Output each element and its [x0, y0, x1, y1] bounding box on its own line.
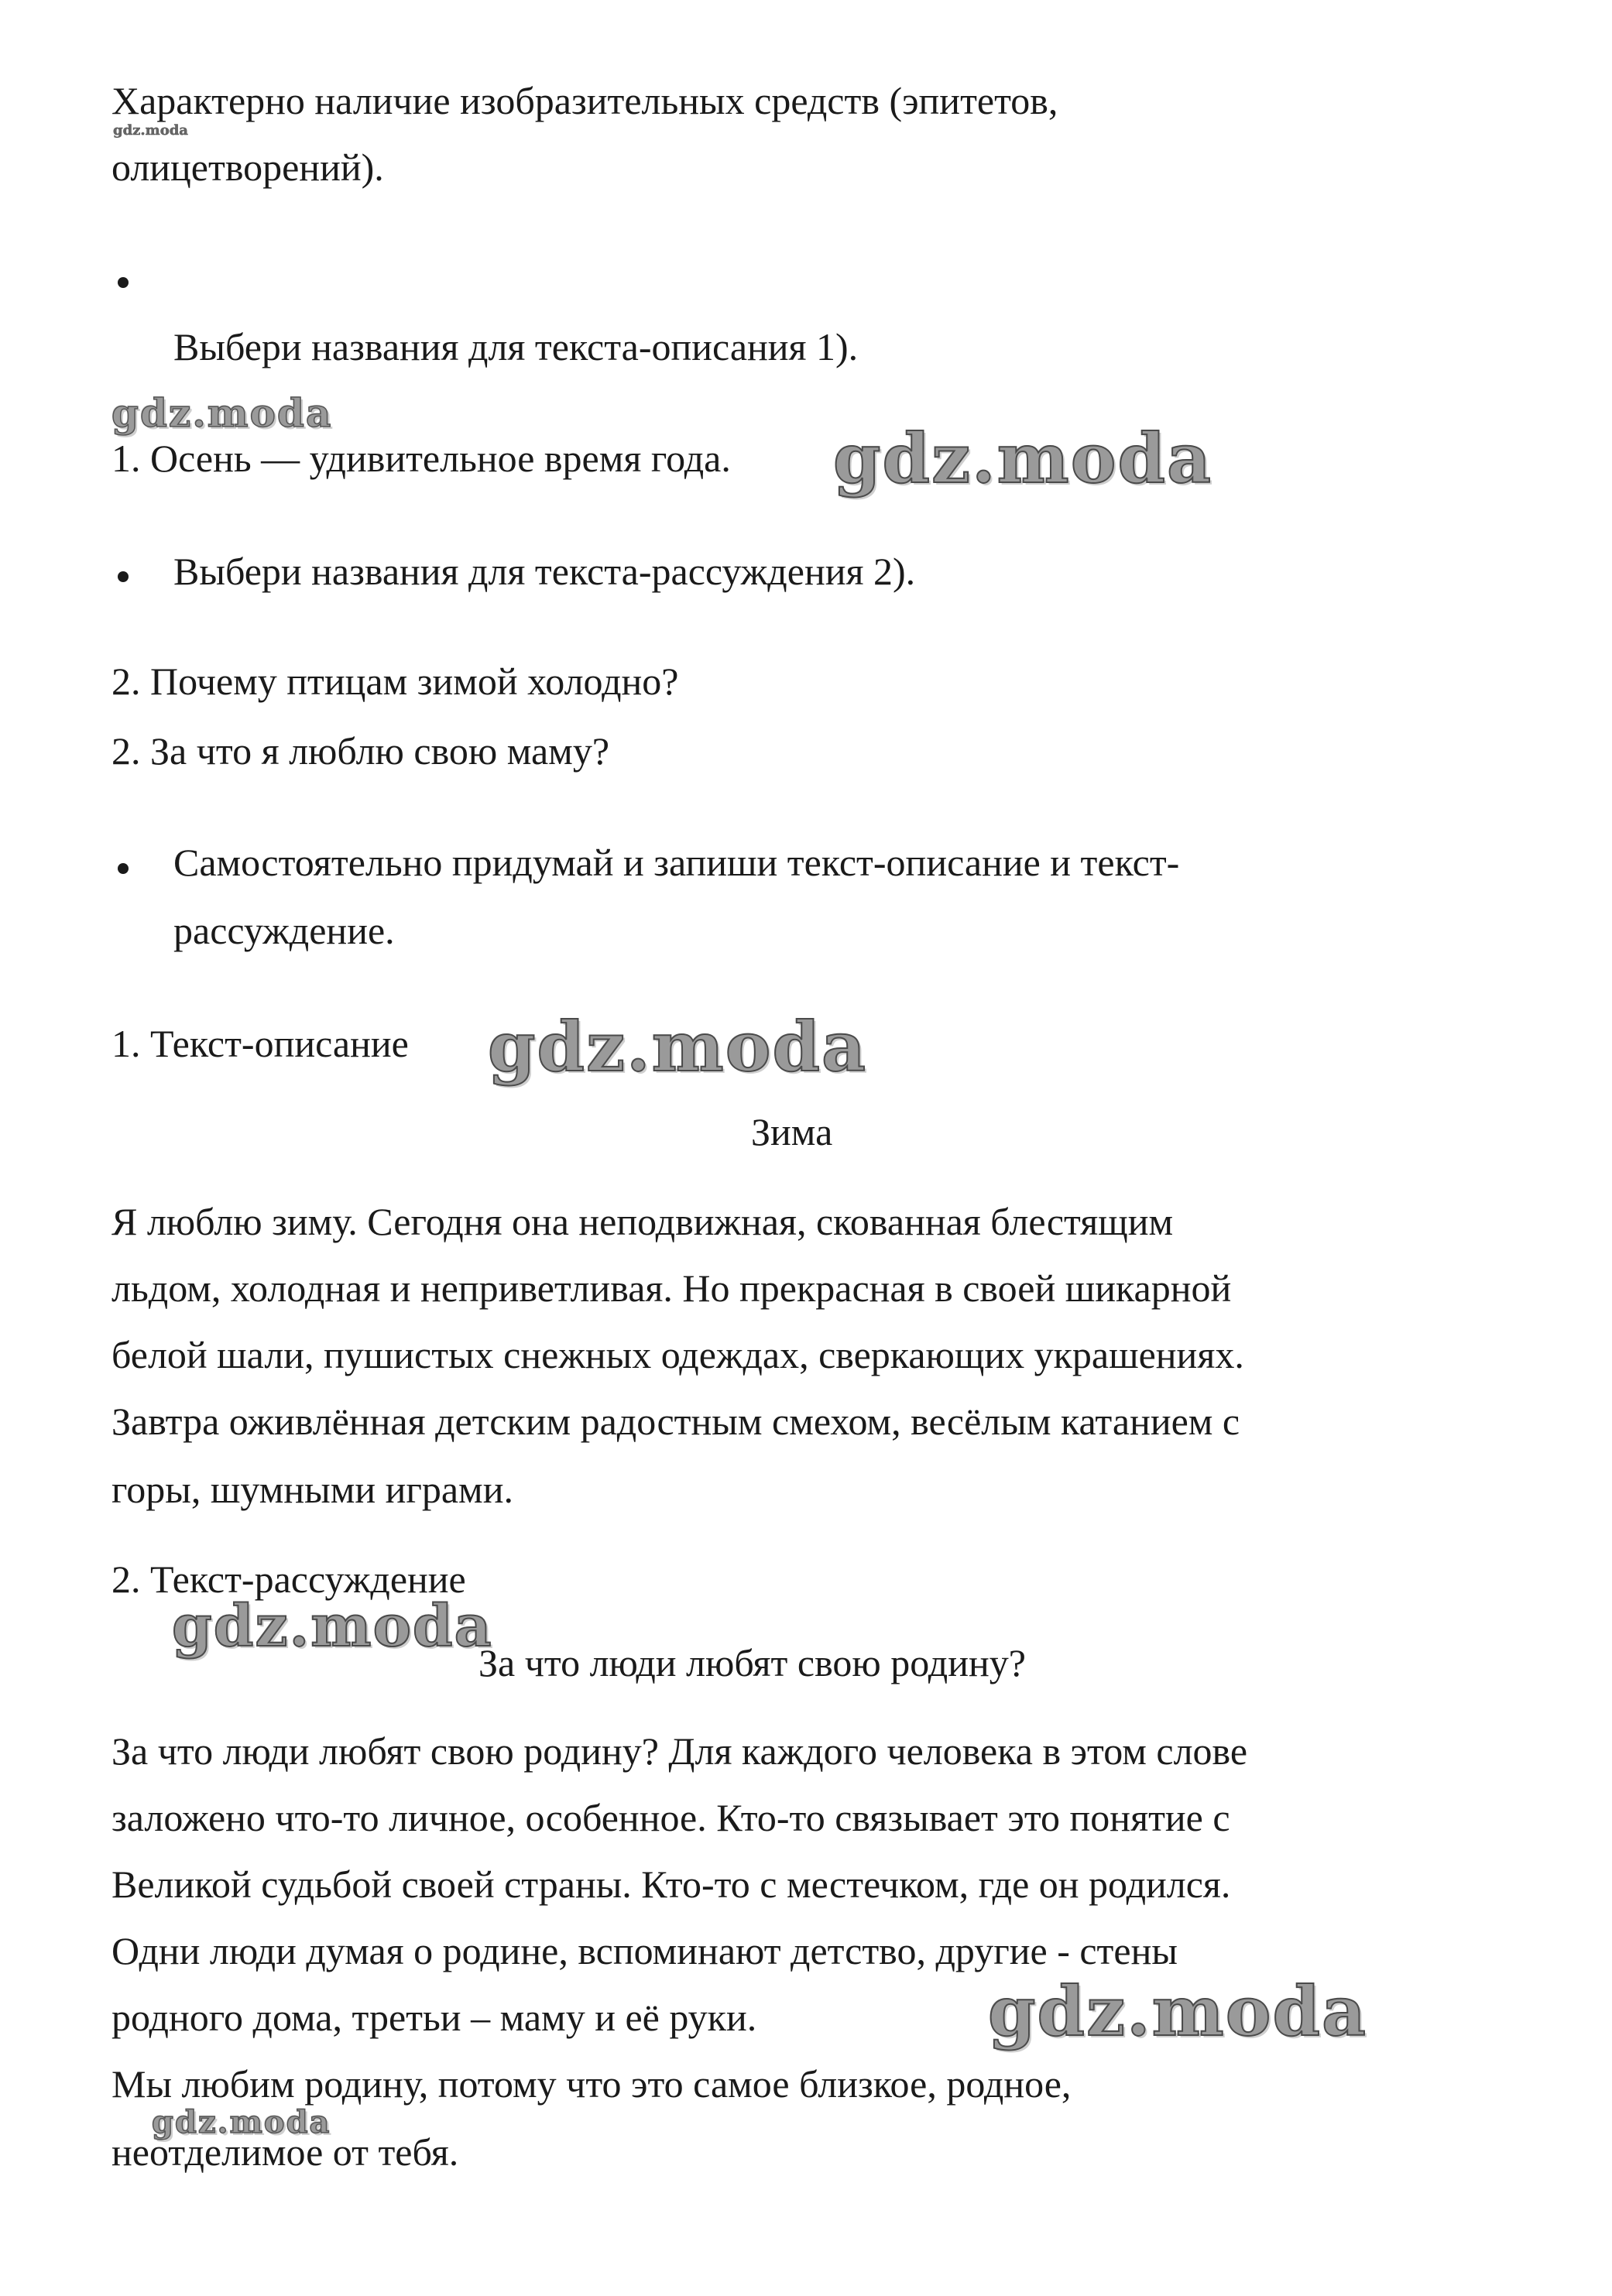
- reasoning-line-5: родного дома, третьи – маму и её руки.: [111, 1996, 757, 2039]
- title-homeland: За что люди любят свою родину?: [478, 1641, 1026, 1684]
- description-line-3: белой шали, пушистых снежных одеждах, сверкающих украшениях.: [111, 1333, 1244, 1376]
- title-winter: Зима: [751, 1110, 833, 1153]
- task-3b: рассуждение.: [173, 909, 395, 952]
- reasoning-line-4: Одни люди думая о родине, вспоминают детство, другие - стены: [111, 1929, 1178, 1972]
- watermark-tiny-top: gdz.moda: [113, 122, 188, 139]
- watermark-big-4: gdz.moda: [988, 1971, 1368, 2051]
- bullet-dot: [118, 863, 129, 874]
- heading-description: 1. Текст-описание: [111, 1022, 409, 1065]
- heading-reasoning: 2. Текст-рассуждение: [111, 1558, 466, 1601]
- answer-2a: 2. Почему птицам зимой холодно?: [111, 660, 679, 703]
- description-line-4: Завтра оживлённая детским радостным смехом, весёлым катанием с: [111, 1400, 1240, 1443]
- description-line-2: льдом, холодная и неприветливая. Но прекрасная в своей шикарной: [111, 1266, 1232, 1310]
- intro-line-1: Характерно наличие изобразительных средств (эпитетов,: [111, 79, 1058, 122]
- reasoning-line-7: неотделимое от тебя.: [111, 2130, 459, 2174]
- watermark-big-2: gdz.moda: [488, 1006, 868, 1087]
- bullet-dot: [118, 571, 129, 582]
- task-1: Выбери названия для текста-описания 1).: [173, 325, 859, 368]
- reasoning-line-1: За что люди любят свою родину? Для каждого человека в этом слове: [111, 1729, 1248, 1773]
- watermark-big-3: gdz.moda: [172, 1593, 493, 1660]
- watermark-big-1: gdz.moda: [833, 418, 1213, 499]
- reasoning-line-6: Мы любим родину, потому что это самое близкое, родное,: [111, 2062, 1072, 2106]
- description-line-1: Я люблю зиму. Сегодня она неподвижная, скованная блестящим: [111, 1200, 1174, 1243]
- reasoning-line-2: заложено что-то личное, особенное. Кто-то связывает это понятие с: [111, 1796, 1230, 1839]
- watermark-small-1: gdz.moda: [111, 390, 333, 436]
- task-2: Выбери названия для текста-рассуждения 2).: [173, 550, 916, 593]
- description-line-5: горы, шумными играми.: [111, 1468, 513, 1511]
- intro-line-2: олицетворений).: [111, 146, 384, 189]
- watermark-small-2: gdz.moda: [152, 2104, 331, 2140]
- reasoning-line-3: Великой судьбой своей страны. Кто-то с местечком, где он родился.: [111, 1863, 1231, 1906]
- task-3a: Самостоятельно придумай и запиши текст-описание и текст-: [173, 841, 1180, 884]
- bullet-dot: [118, 277, 129, 288]
- answer-2b: 2. За что я люблю свою маму?: [111, 729, 610, 773]
- answer-1: 1. Осень — удивительное время года.: [111, 437, 731, 480]
